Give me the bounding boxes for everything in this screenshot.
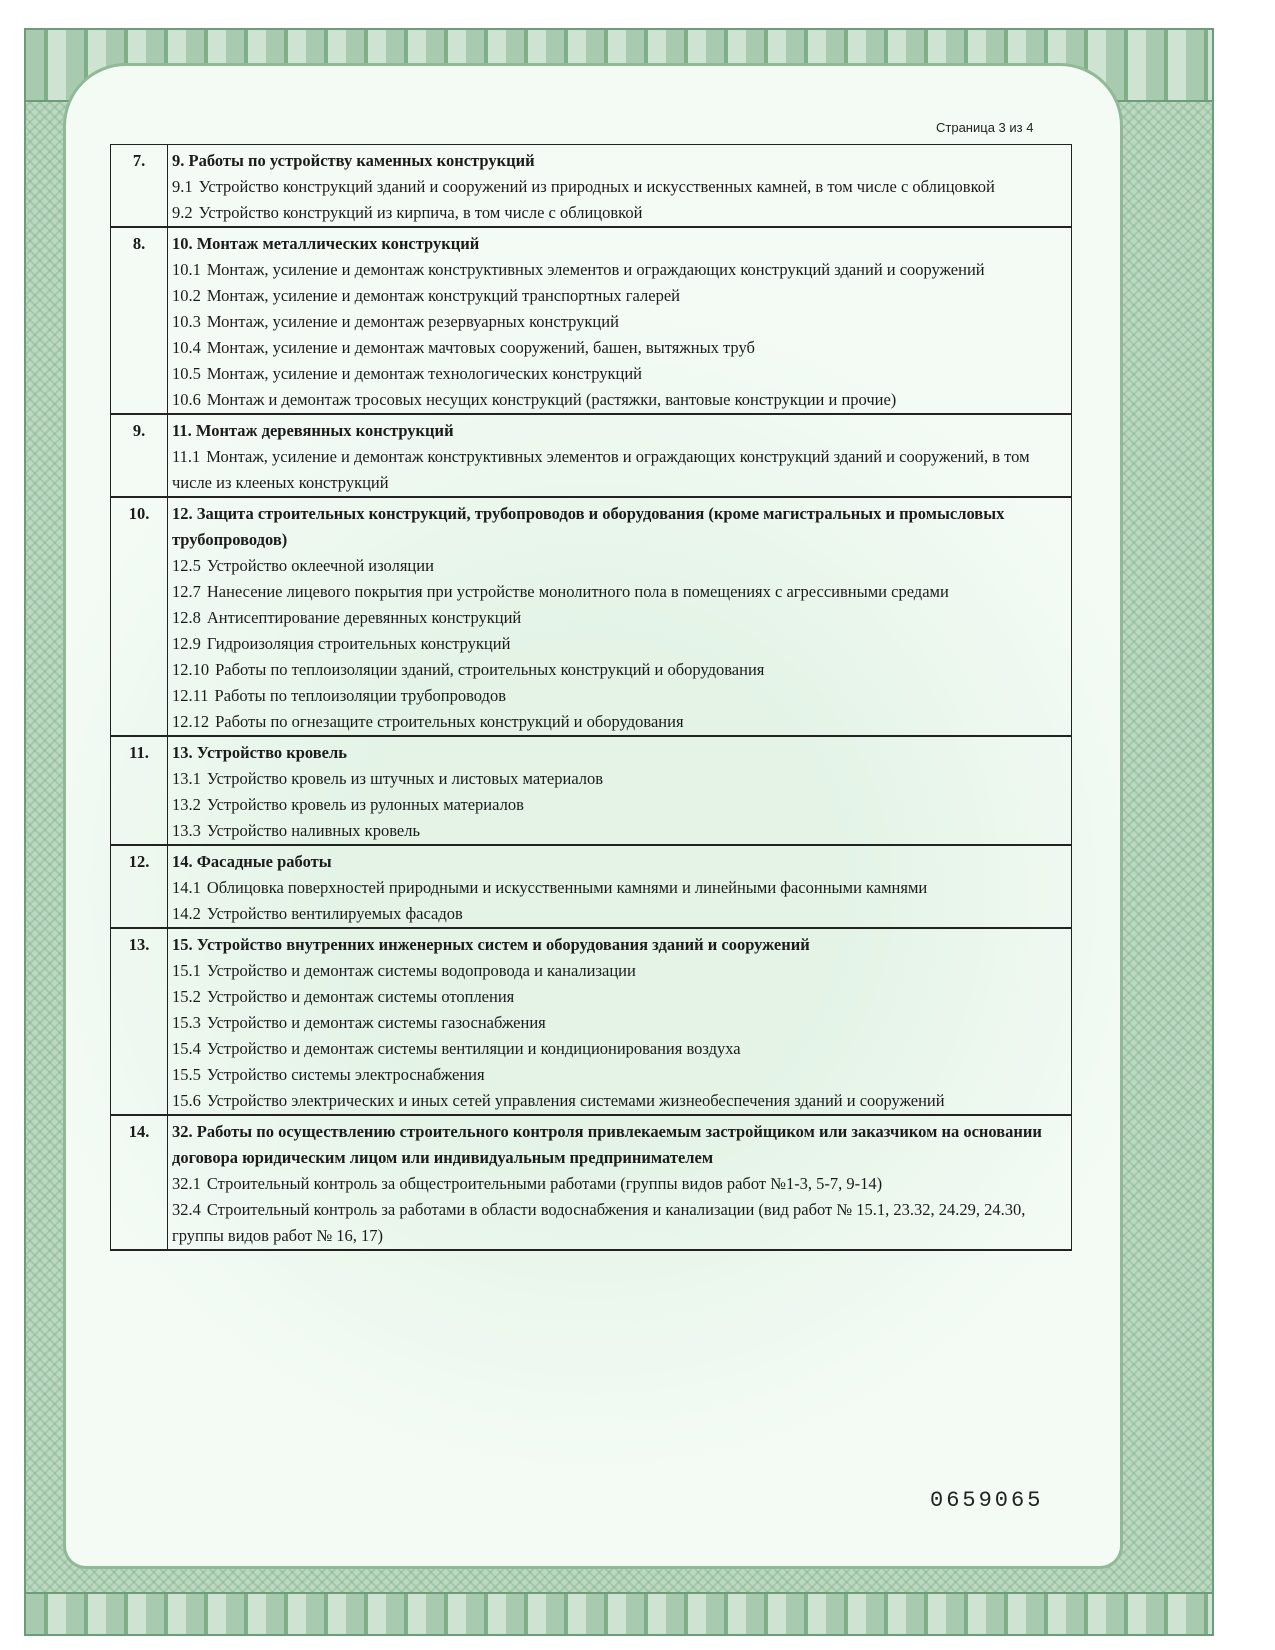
row-content: [168, 145, 1072, 228]
work-item-code: 15.5: [172, 1065, 201, 1084]
work-item: [172, 984, 1067, 1010]
work-item-code: 10.6: [172, 390, 201, 409]
work-item: [172, 1036, 1067, 1062]
works-table-body: [111, 145, 1072, 1251]
work-item-text: Монтаж и демонтаж тросовых несущих конструкций (растяжки, вантовые конструкции и прочие): [206, 390, 897, 409]
work-item: [172, 1088, 1067, 1114]
work-item-code: 10.3: [172, 312, 201, 331]
row-number: 11.: [111, 736, 168, 845]
row-number: 10.: [111, 497, 168, 736]
row-number: 8.: [111, 227, 168, 414]
row-content: [168, 1115, 1072, 1250]
work-item-text: Устройство и демонтаж системы вентиляции и кондиционирования воздуха: [206, 1039, 741, 1058]
table-row: [111, 497, 1072, 736]
work-item: [172, 875, 1067, 901]
work-item: [172, 901, 1067, 927]
table-row: [111, 736, 1072, 845]
work-item: [172, 283, 1067, 309]
work-item-text: Монтаж, усиление и демонтаж конструкций транспортных галерей: [206, 286, 680, 305]
work-item-code: 15.3: [172, 1013, 201, 1032]
work-item: [172, 257, 1067, 283]
work-item-text: Монтаж, усиление и демонтаж конструктивных элементов и ограждающих конструкций зданий и сооружений: [206, 260, 985, 279]
work-item-code: 10.4: [172, 338, 201, 357]
work-item: [172, 361, 1067, 387]
work-item-code: 15.6: [172, 1091, 201, 1110]
work-item-text: Устройство вентилируемых фасадов: [206, 904, 463, 923]
work-item-code: 12.8: [172, 608, 201, 627]
work-item-text: Устройство наливных кровель: [206, 821, 420, 840]
table-row: [111, 1115, 1072, 1250]
work-item-code: 9.2: [172, 203, 193, 222]
work-group-heading: 9. Работы по устройству каменных конструкций: [172, 151, 535, 170]
work-item-text: Устройство кровель из штучных и листовых материалов: [206, 769, 604, 788]
work-item: [172, 444, 1067, 496]
work-item-code: 10.1: [172, 260, 201, 279]
work-item-code: 12.7: [172, 582, 201, 601]
work-item-code: 10.2: [172, 286, 201, 305]
row-content: [168, 928, 1072, 1115]
work-item-code: 13.2: [172, 795, 201, 814]
work-item: [172, 605, 1067, 631]
work-item-code: 9.1: [172, 177, 193, 196]
work-item: [172, 958, 1067, 984]
work-item-text: Устройство электрических и иных сетей управления системами жизнеобеспечения зданий и сооружений: [206, 1091, 945, 1110]
row-number: 12.: [111, 845, 168, 928]
work-item: [172, 766, 1067, 792]
guilloche-bottom-border: [26, 1592, 1212, 1634]
work-item-text: Антисептирование деревянных конструкций: [206, 608, 522, 627]
work-item-text: Монтаж, усиление и демонтаж технологических конструкций: [206, 364, 642, 383]
work-item: [172, 792, 1067, 818]
work-item-text: Монтаж, усиление и демонтаж мачтовых сооружений, башен, вытяжных труб: [206, 338, 755, 357]
work-item-text: Устройство оклеечной изоляции: [206, 556, 434, 575]
work-group-heading: 32. Работы по осуществлению строительного контроля привлекаемым застройщиком или заказчиком на основании договора юридическим лицом или индивидуальным предпринимателем: [172, 1122, 1042, 1167]
work-item-text: Монтаж, усиление и демонтаж резервуарных конструкций: [206, 312, 619, 331]
work-item-code: 12.5: [172, 556, 201, 575]
work-item-text: Гидроизоляция строительных конструкций: [206, 634, 511, 653]
page-number-label: Страница 3 из 4: [936, 120, 1034, 135]
table-row: [111, 145, 1072, 228]
work-item-code: 32.1: [172, 1174, 201, 1193]
work-item-text: Устройство конструкций из кирпича, в том числе с облицовкой: [198, 203, 643, 222]
work-item: [172, 309, 1067, 335]
work-item-text: Устройство и демонтаж системы отопления: [206, 987, 515, 1006]
row-content: [168, 414, 1072, 497]
work-item-code: 12.9: [172, 634, 201, 653]
work-item-code: 10.5: [172, 364, 201, 383]
work-item-code: 15.2: [172, 987, 201, 1006]
work-item: [172, 335, 1067, 361]
work-item-code: 14.2: [172, 904, 201, 923]
row-content: [168, 497, 1072, 736]
work-item-text: Строительный контроль за общестроительными работами (группы видов работ №1-3, 5-7, 9-14): [206, 1174, 883, 1193]
work-item-text: Устройство системы электроснабжения: [206, 1065, 485, 1084]
work-item: [172, 387, 1067, 413]
work-item-text: Строительный контроль за работами в области водоснабжения и канализации (вид работ № 15.1, 23.32, 24.29, 24.30, группы видов работ № 16, 17): [172, 1200, 1026, 1245]
row-number: 13.: [111, 928, 168, 1115]
work-item-code: 12.10: [172, 660, 210, 679]
work-item-text: Работы по теплоизоляции зданий, строительных конструкций и оборудования: [215, 660, 765, 679]
work-item: [172, 174, 1067, 200]
work-group-heading: 15. Устройство внутренних инженерных систем и оборудования зданий и сооружений: [172, 935, 810, 954]
work-item: [172, 631, 1067, 657]
work-item-code: 15.1: [172, 961, 201, 980]
row-number: 9.: [111, 414, 168, 497]
row-content: [168, 227, 1072, 414]
work-item-code: 32.4: [172, 1200, 201, 1219]
work-item-code: 14.1: [172, 878, 201, 897]
work-group-heading: 14. Фасадные работы: [172, 852, 332, 871]
work-item: [172, 657, 1067, 683]
work-item: [172, 553, 1067, 579]
work-item-code: 13.1: [172, 769, 201, 788]
work-group-heading: 12. Защита строительных конструкций, трубопроводов и оборудования (кроме магистральных и промысловых трубопроводов): [172, 504, 1005, 549]
work-group-heading: 13. Устройство кровель: [172, 743, 347, 762]
works-table: [110, 144, 1072, 1251]
work-item: [172, 709, 1067, 735]
work-item-code: 11.1: [172, 447, 201, 466]
work-item-code: 15.4: [172, 1039, 201, 1058]
work-item-text: Устройство кровель из рулонных материалов: [206, 795, 524, 814]
work-item: [172, 579, 1067, 605]
table-row: [111, 227, 1072, 414]
work-item: [172, 1197, 1067, 1249]
work-item: [172, 1062, 1067, 1088]
work-item-text: Работы по огнезащите строительных конструкций и оборудования: [215, 712, 684, 731]
row-content: [168, 845, 1072, 928]
work-item-code: 12.12: [172, 712, 210, 731]
row-number: 7.: [111, 145, 168, 228]
work-group-heading: 10. Монтаж металлических конструкций: [172, 234, 480, 253]
work-item-text: Нанесение лицевого покрытия при устройстве монолитного пола в помещениях с агрессивными средами: [206, 582, 949, 601]
work-item-code: 13.3: [172, 821, 201, 840]
work-item-text: Монтаж, усиление и демонтаж конструктивных элементов и ограждающих конструкций зданий и сооружений, в том числе из клееных конструкций: [172, 447, 1030, 492]
work-item-text: Облицовка поверхностей природными и искусственными камнями и линейными фасонными камнями: [206, 878, 928, 897]
work-item-text: Устройство конструкций зданий и сооружений из природных и искусственных камней, в том числе с облицовкой: [198, 177, 995, 196]
work-group-heading: 11. Монтаж деревянных конструкций: [172, 421, 454, 440]
work-item: [172, 683, 1067, 709]
serial-number: 0659065: [930, 1488, 1044, 1513]
work-item-code: 12.11: [172, 686, 209, 705]
work-item-text: Устройство и демонтаж системы газоснабжения: [206, 1013, 546, 1032]
work-item-text: Работы по теплоизоляции трубопроводов: [214, 686, 506, 705]
work-item-text: Устройство и демонтаж системы водопровода и канализации: [206, 961, 636, 980]
table-row: [111, 845, 1072, 928]
work-item: [172, 818, 1067, 844]
work-item: [172, 200, 1067, 226]
table-row: [111, 414, 1072, 497]
work-item: [172, 1171, 1067, 1197]
row-content: [168, 736, 1072, 845]
row-number: 14.: [111, 1115, 168, 1250]
work-item: [172, 1010, 1067, 1036]
table-row: [111, 928, 1072, 1115]
